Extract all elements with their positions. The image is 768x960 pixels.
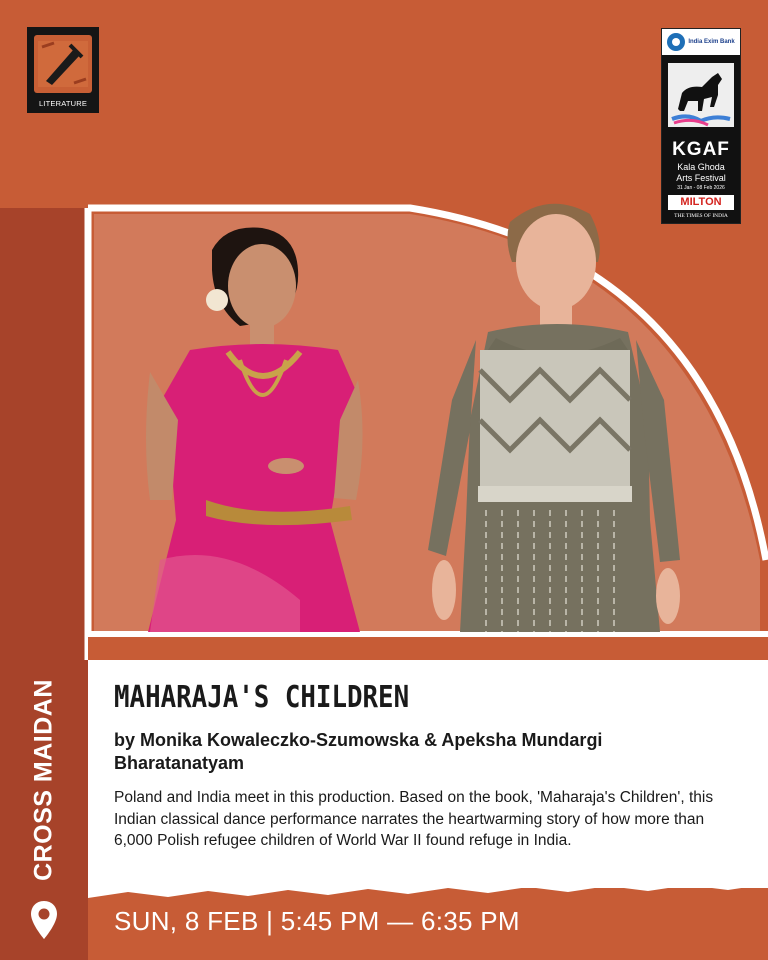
venue-label: CROSS MAIDAN <box>29 679 58 881</box>
festival-name-line2: Arts Festival <box>676 173 726 183</box>
torn-paper-edge <box>88 876 768 900</box>
festival-name-line1: Kala Ghoda <box>677 162 725 172</box>
festival-dates: 31 Jan - 08 Feb 2026 <box>677 185 725 191</box>
sponsor-name: India Exim Bank <box>688 39 735 45</box>
event-description: Poland and India meet in this production. Based on the book, 'Maharaja's Children', this Indian classical dance performance narrates the heartwarming story of how more than 6,000 Polish refugee children of World War II found refuge in India. <box>114 789 714 849</box>
event-datetime: SUN, 8 FEB | 5:45 PM — 6:35 PM <box>114 906 520 936</box>
event-title: MAHARAJA'S CHILDREN <box>114 680 410 715</box>
festival-short-name: KGAF <box>672 139 730 160</box>
milton-logo: MILTON <box>668 195 734 210</box>
event-form: Bharatanatyam <box>114 753 245 773</box>
event-byline-block <box>114 729 734 775</box>
times-of-india-logo: THE TIMES OF INDIA <box>674 213 728 219</box>
category-label: LITERATURE <box>38 99 88 108</box>
event-byline: by Monika Kowaleczko-Szumowska & Apeksha Mundargi <box>114 730 603 750</box>
location-pin-icon <box>29 900 59 940</box>
